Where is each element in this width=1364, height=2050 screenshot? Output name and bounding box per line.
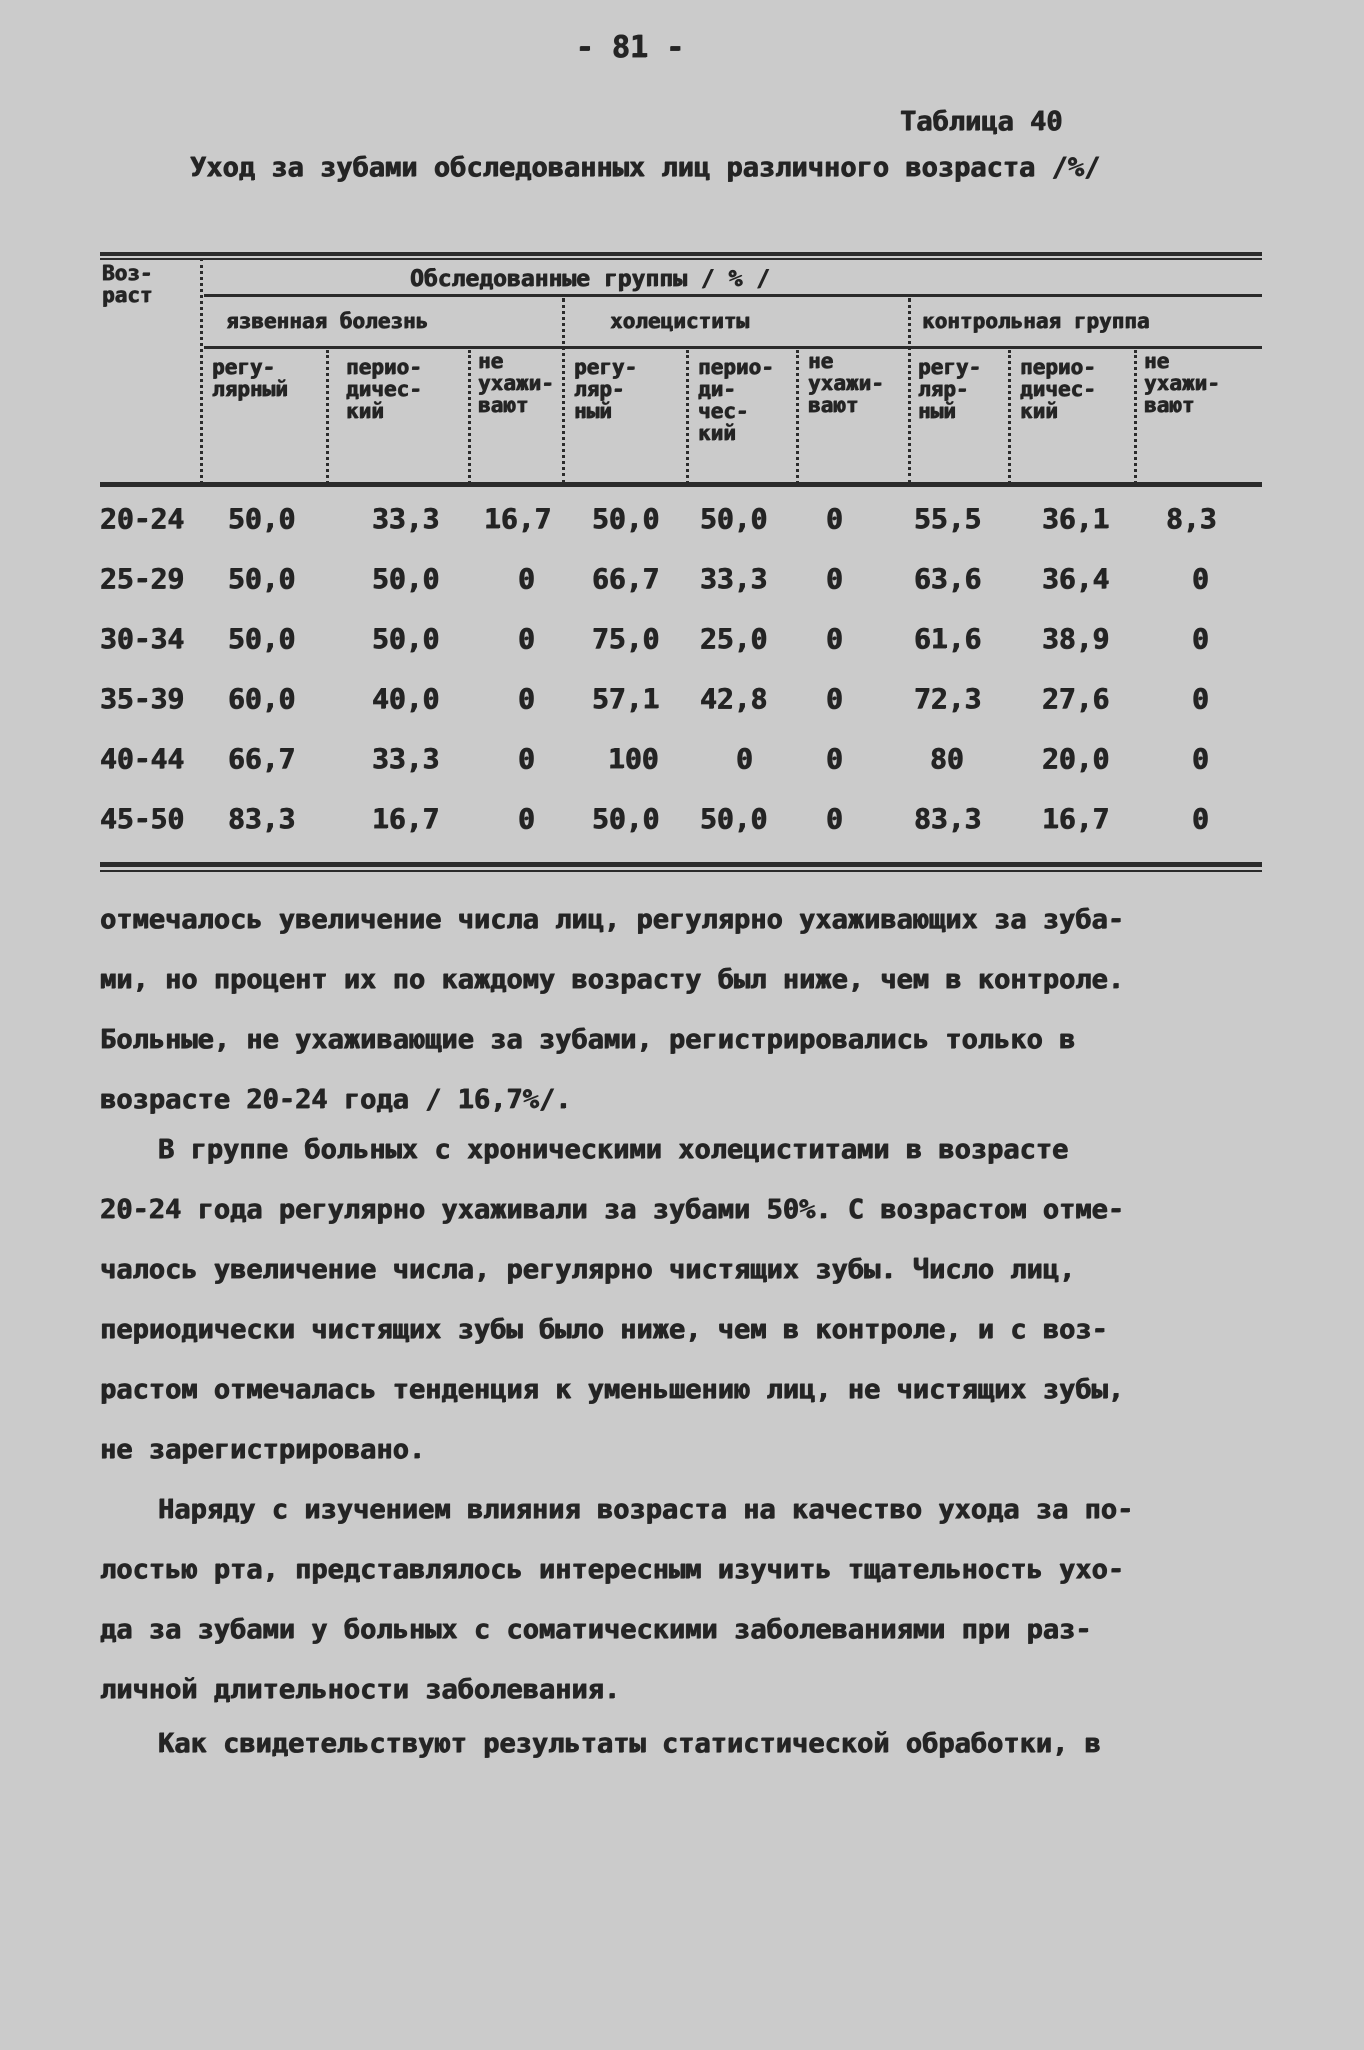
text-line: Как свидетельствуют результаты статистической обработки, в — [158, 1728, 1101, 1759]
value-cell: 20,0 — [1042, 742, 1110, 775]
subheader-rule — [204, 346, 1262, 349]
value-cell: 0 — [518, 622, 535, 655]
table-row — [100, 622, 1262, 672]
header-separator — [326, 350, 329, 484]
paragraph — [100, 1480, 1262, 1720]
value-cell: 16,7 — [484, 502, 552, 535]
table-row — [100, 562, 1262, 612]
subcolumn-header: регу- лярный — [212, 355, 288, 401]
value-cell: 42,8 — [700, 682, 768, 715]
header-separator — [562, 298, 565, 484]
value-cell: 33,3 — [372, 502, 440, 535]
subcolumn-header: перио- дичес- кий — [346, 355, 422, 423]
value-cell: 50,0 — [228, 622, 296, 655]
header-separator — [686, 350, 689, 484]
value-cell: 80 — [930, 742, 964, 775]
header-separator — [1134, 350, 1137, 484]
group-header-cholecystitis: холециститы — [610, 309, 750, 333]
header-separator — [796, 350, 799, 484]
header-separator — [908, 298, 911, 484]
subcolumn-header: регу- ляр- ный — [918, 355, 982, 423]
subcolumn-header: не ухажи- вают — [478, 349, 554, 417]
value-cell: 50,0 — [700, 802, 768, 835]
text-line: отмечалось увеличение числа лиц, регулярно ухаживающих за зуба- — [100, 904, 1125, 935]
value-cell: 25,0 — [700, 622, 768, 655]
header-bottom-rule — [100, 482, 1262, 487]
text-line: лостью рта, представлялось интересным изучить тщательность ухо- — [100, 1554, 1125, 1585]
value-cell: 50,0 — [592, 802, 660, 835]
value-cell: 75,0 — [592, 622, 660, 655]
text-line: В группе больных с хроническими холециститами в возрасте — [158, 1134, 1069, 1165]
value-cell: 0 — [826, 802, 843, 835]
header-separator — [468, 350, 471, 484]
value-cell: 36,4 — [1042, 562, 1110, 595]
value-cell: 0 — [518, 562, 535, 595]
table-bottom-rule-thin — [100, 870, 1262, 872]
text-line: Больные, не ухаживающие за зубами, регистрировались только в — [100, 1024, 1076, 1055]
group-header-control: контрольная группа — [922, 309, 1150, 333]
text-line: не зарегистрировано. — [100, 1434, 426, 1465]
table-row — [100, 682, 1262, 732]
value-cell: 83,3 — [914, 802, 982, 835]
value-cell: 50,0 — [228, 502, 296, 535]
subcolumn-header: перио- дичес- кий — [1020, 355, 1096, 423]
header-separator — [1008, 350, 1011, 484]
value-cell: 27,6 — [1042, 682, 1110, 715]
value-cell: 33,3 — [372, 742, 440, 775]
groups-header: Обследованные группы / % / — [410, 266, 771, 292]
value-cell: 72,3 — [914, 682, 982, 715]
value-cell: 83,3 — [228, 802, 296, 835]
paragraph — [100, 1714, 1262, 1774]
text-line: периодически чистящих зубы было ниже, чем в контроле, и с воз- — [100, 1314, 1108, 1345]
value-cell: 50,0 — [228, 562, 296, 595]
page-number: - 81 - — [575, 30, 685, 65]
table-top-rule — [100, 252, 1262, 256]
age-cell: 45-50 — [100, 802, 185, 835]
value-cell: 0 — [518, 682, 535, 715]
value-cell: 50,0 — [592, 502, 660, 535]
value-cell: 63,6 — [914, 562, 982, 595]
value-cell: 66,7 — [592, 562, 660, 595]
value-cell: 0 — [826, 742, 843, 775]
value-cell: 100 — [608, 742, 659, 775]
subcolumn-header: перио- ди- чес- кий — [698, 355, 774, 445]
value-cell: 60,0 — [228, 682, 296, 715]
value-cell: 8,3 — [1166, 502, 1217, 535]
paragraph — [100, 1120, 1262, 1480]
table-row — [100, 742, 1262, 792]
age-cell: 20-24 — [100, 502, 185, 535]
value-cell: 50,0 — [372, 562, 440, 595]
value-cell: 0 — [826, 622, 843, 655]
table-number: Таблица 40 — [900, 106, 1063, 137]
value-cell: 38,9 — [1042, 622, 1110, 655]
value-cell: 61,6 — [914, 622, 982, 655]
value-cell: 55,5 — [914, 502, 982, 535]
value-cell: 0 — [826, 502, 843, 535]
value-cell: 36,1 — [1042, 502, 1110, 535]
table-row — [100, 502, 1262, 552]
table-bottom-rule — [100, 862, 1262, 867]
value-cell: 50,0 — [700, 502, 768, 535]
value-cell: 16,7 — [372, 802, 440, 835]
value-cell: 0 — [1192, 742, 1209, 775]
text-line: 20-24 года регулярно ухаживали за зубами 50%. С возрастом отме- — [100, 1194, 1125, 1225]
value-cell: 40,0 — [372, 682, 440, 715]
text-line: ми, но процент их по каждому возрасту был ниже, чем в контроле. — [100, 964, 1125, 995]
subcolumn-header: регу- ляр- ный — [574, 355, 638, 423]
value-cell: 0 — [518, 802, 535, 835]
value-cell: 0 — [826, 682, 843, 715]
value-cell: 57,1 — [592, 682, 660, 715]
value-cell: 0 — [1192, 802, 1209, 835]
group-header-ulcer: язвенная болезнь — [226, 309, 429, 333]
age-cell: 35-39 — [100, 682, 185, 715]
value-cell: 0 — [1192, 622, 1209, 655]
value-cell: 0 — [826, 562, 843, 595]
table-top-rule-thin — [100, 258, 1262, 260]
value-cell: 33,3 — [700, 562, 768, 595]
table-row — [100, 802, 1262, 852]
value-cell: 16,7 — [1042, 802, 1110, 835]
text-line: личной длительности заболевания. — [100, 1674, 621, 1705]
value-cell: 66,7 — [228, 742, 296, 775]
value-cell: 0 — [736, 742, 753, 775]
value-cell: 0 — [518, 742, 535, 775]
text-line: Наряду с изучением влияния возраста на качество ухода за по- — [158, 1494, 1134, 1525]
subcolumn-header: не ухажи- вают — [808, 349, 884, 417]
subcolumn-header: не ухажи- вают — [1144, 349, 1220, 417]
groups-header-rule — [204, 294, 1262, 297]
table-caption: Уход за зубами обследованных лиц различного возраста /%/ — [190, 152, 1101, 183]
age-cell: 25-29 — [100, 562, 185, 595]
value-cell: 0 — [1192, 682, 1209, 715]
data-table — [100, 246, 1262, 878]
age-cell: 30-34 — [100, 622, 185, 655]
text-line: да за зубами у больных с соматическими заболеваниями при раз- — [100, 1614, 1092, 1645]
age-column-header: Воз- раст — [102, 261, 153, 307]
value-cell: 0 — [1192, 562, 1209, 595]
text-line: возрасте 20-24 года / 16,7%/. — [100, 1084, 572, 1115]
value-cell: 50,0 — [372, 622, 440, 655]
paragraph — [100, 890, 1262, 1130]
text-line: растом отмечалась тенденция к уменьшению лиц, не чистящих зубы, — [100, 1374, 1125, 1405]
text-line: чалось увеличение числа, регулярно чистящих зубы. Число лиц, — [100, 1254, 1076, 1285]
age-cell: 40-44 — [100, 742, 185, 775]
header-separator — [200, 258, 203, 484]
